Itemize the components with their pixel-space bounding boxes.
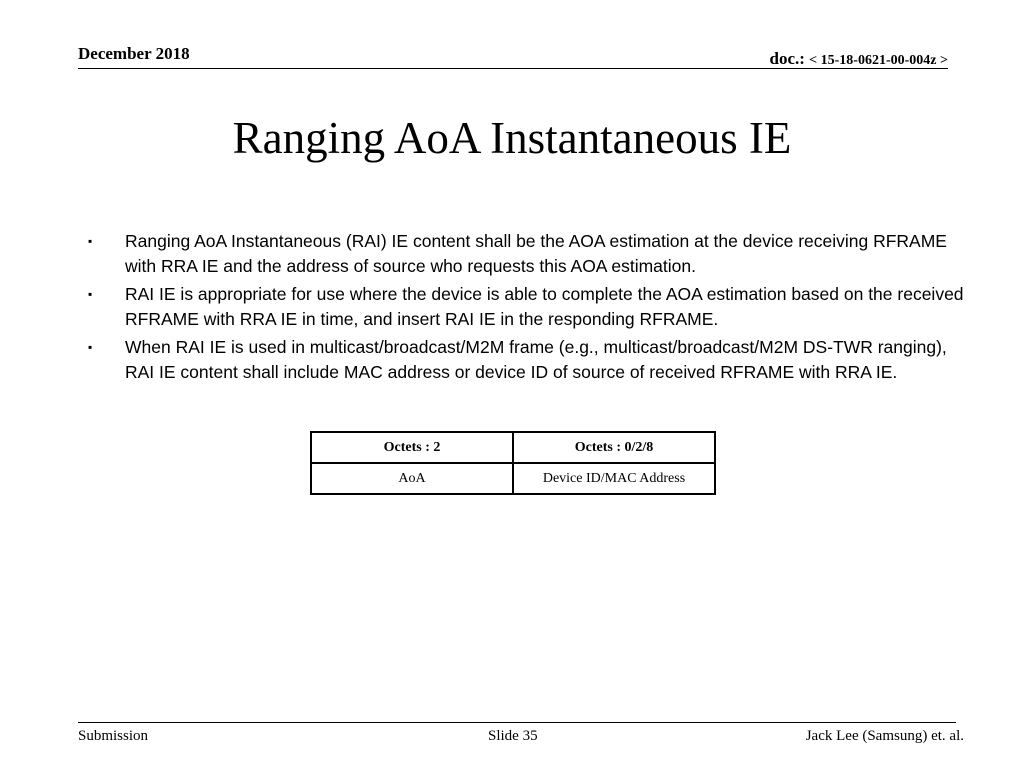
table-cell: Device ID/MAC Address (513, 463, 715, 494)
footer-author: Jack Lee (Samsung) et. al. (805, 728, 964, 744)
header-doc-id (770, 49, 949, 69)
header-divider (78, 68, 948, 69)
table-header-cell: Octets : 0/2/8 (513, 432, 715, 463)
doc-label: doc.: (769, 49, 810, 68)
bullet-square-icon: ▪ (88, 287, 93, 301)
slide-title: Ranging AoA Instantaneous IE (232, 113, 792, 163)
table-header-row (311, 432, 715, 463)
bullet-item (88, 229, 968, 278)
table-cell: AoA (311, 463, 513, 494)
doc-number: < 15-18-0621-00-004z > (809, 53, 948, 68)
footer-divider (78, 722, 956, 723)
bullet-item (88, 335, 968, 384)
bullet-square-icon: ▪ (88, 234, 93, 248)
header-date: December 2018 (78, 44, 190, 63)
bullet-square-icon: ▪ (88, 340, 93, 354)
footer-submission: Submission (78, 728, 149, 744)
table-row (311, 463, 715, 494)
bullet-text: RAI IE is appropriate for use where the device is able to complete the AOA estimation based on the received RFRAME with RRA IE in time, and insert RAI IE in the responding RFRAME. (125, 284, 964, 329)
bullet-item (88, 282, 968, 331)
bullet-list (88, 229, 968, 388)
bullet-text: When RAI IE is used in multicast/broadcast/M2M frame (e.g., multicast/broadcast/M2M DS-TWR ranging), RAI IE content shall include MAC address or device ID of source of received RFRAME with RRA IE. (125, 337, 947, 382)
ie-format-table (310, 431, 716, 495)
footer-slide-number: Slide 35 (488, 728, 538, 744)
table-header-cell: Octets : 2 (311, 432, 513, 463)
bullet-text: Ranging AoA Instantaneous (RAI) IE content shall be the AOA estimation at the device receiving RFRAME with RRA IE and the address of source who requests this AOA estimation. (125, 231, 947, 276)
